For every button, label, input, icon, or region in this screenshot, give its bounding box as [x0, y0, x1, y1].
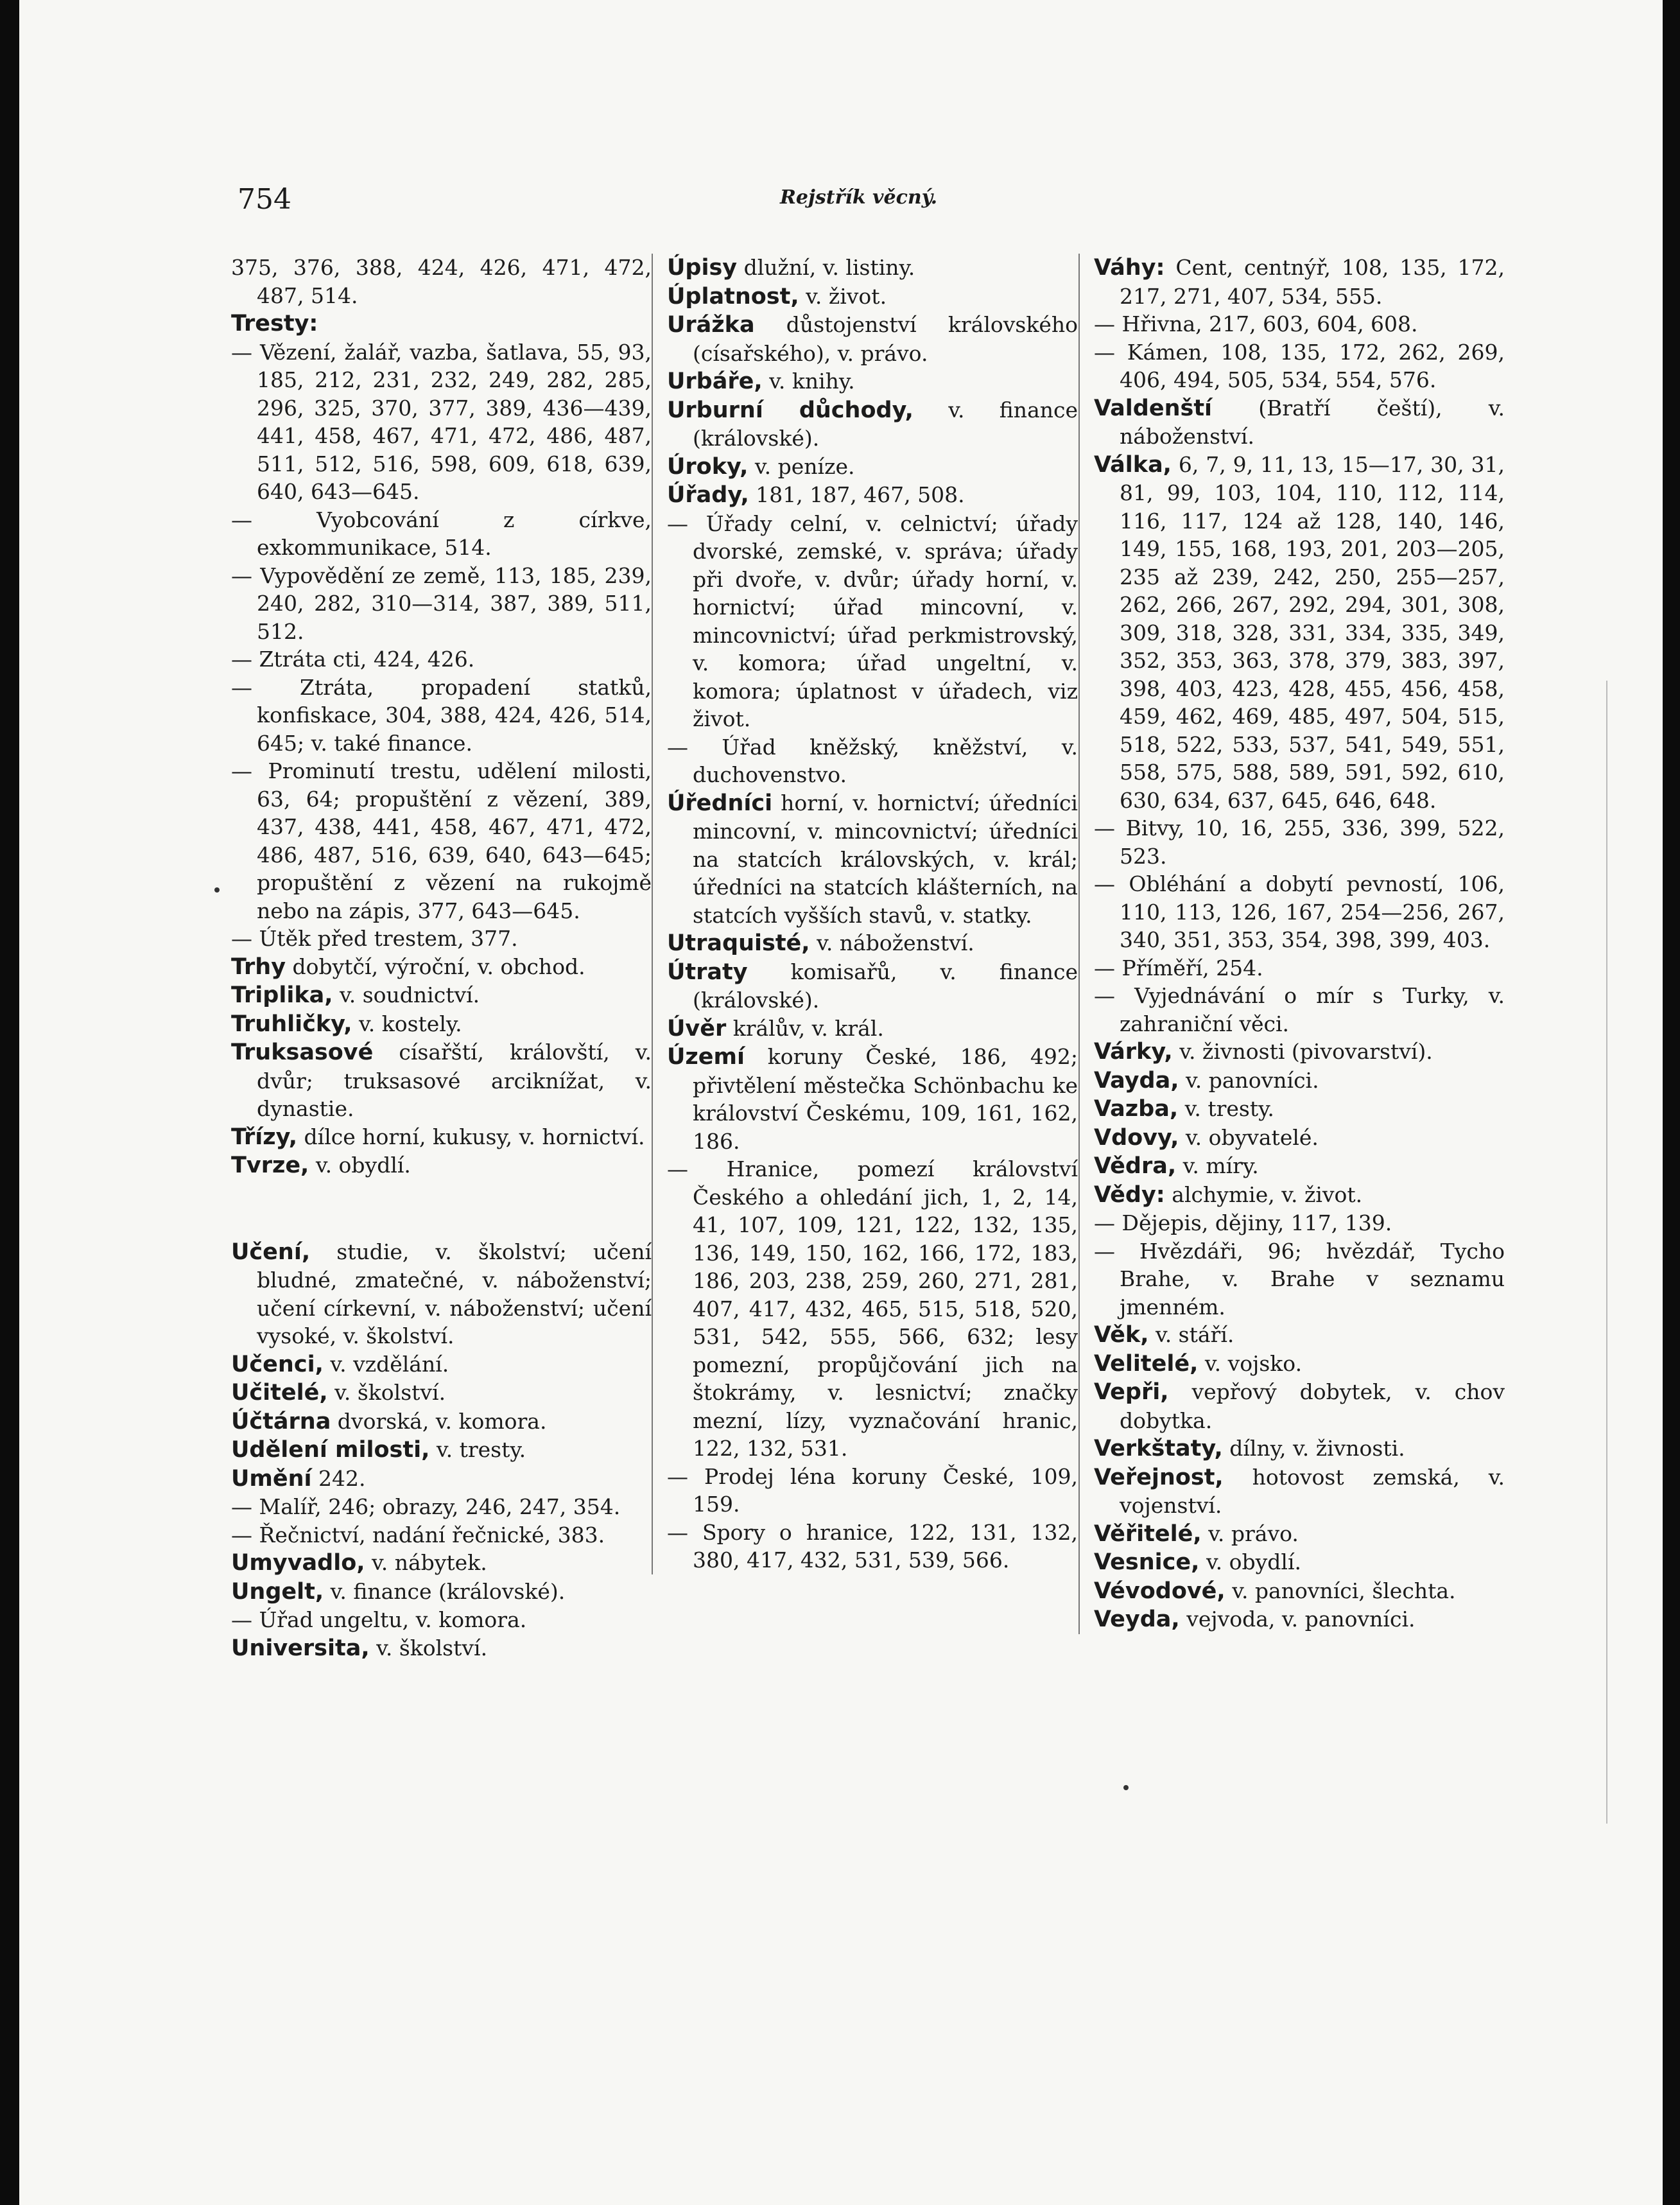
entry-text: v. školství. [369, 1635, 488, 1660]
entry-heading: Účtárna [231, 1408, 331, 1434]
index-entry [231, 1238, 652, 1350]
entry-text: — Ztráta cti, 424, 426. [231, 647, 475, 672]
entry-heading: Učenci, [231, 1351, 324, 1377]
entry-text: v. kostely. [352, 1011, 462, 1036]
index-entry [231, 1493, 652, 1521]
entry-heading: Vědy: [1094, 1181, 1165, 1208]
entry-heading: Učitelé, [231, 1380, 328, 1406]
index-entry [1094, 1209, 1505, 1237]
index-entry [231, 1379, 652, 1408]
entry-text: — Kámen, 108, 135, 172, 262, 269, 406, 494, 505, 534, 554, 576. [1094, 339, 1505, 392]
index-entry [667, 1043, 1078, 1155]
entry-text: vepřový dobytek, v. chov dobytka. [1120, 1379, 1505, 1433]
entry-heading: Umění [231, 1465, 312, 1492]
entry-text: v. tresty. [429, 1437, 526, 1462]
index-entry [231, 1578, 652, 1607]
index-entry [667, 733, 1078, 789]
index-entry [231, 1436, 652, 1465]
entry-text: v. peníze. [748, 453, 855, 479]
index-entry [667, 1519, 1078, 1574]
index-entry [231, 757, 652, 925]
index-entry [1094, 1378, 1505, 1434]
index-entry [667, 254, 1078, 283]
index-entry [667, 396, 1078, 453]
entry-text: v. život. [799, 283, 887, 309]
index-entry [667, 367, 1078, 396]
entry-heading: Věřitelé, [1094, 1521, 1202, 1547]
entry-text: v. vzdělání. [323, 1351, 449, 1377]
entry-text: — Řečnictví, nadání řečnické, 383. [231, 1522, 605, 1547]
entry-heading: Válka, [1094, 451, 1172, 478]
index-entry [1094, 1321, 1505, 1350]
entry-text: komisařů, v. finance (královské). [693, 959, 1078, 1013]
scan-speck [214, 887, 220, 893]
entry-text: — Úřad ungeltu, v. komora. [231, 1607, 527, 1632]
index-entry [667, 453, 1078, 482]
entry-heading: Umyvadlo, [231, 1550, 365, 1576]
index-entry [231, 1010, 652, 1039]
index-entry [231, 1634, 652, 1663]
entry-text: — Hvězdáři, 96; hvězdář, Tycho Brahe, v. Brahe v seznamu jmenném. [1094, 1238, 1505, 1320]
entry-heading: Území [667, 1044, 745, 1070]
entry-text: v. finance (královské). [693, 397, 1078, 451]
entry-text: 242. [311, 1465, 366, 1491]
entry-heading: Tvrze, [231, 1153, 309, 1178]
book-page [19, 0, 1663, 2205]
entry-text: — Úřad kněžský, kněžství, v. duchovenstvo. [667, 734, 1078, 787]
entry-text: — Obléhání a dobytí pevností, 106, 110, 113, 126, 167, 254—256, 267, 340, 351, 353, 354, 398, 399, 403. [1094, 871, 1505, 952]
entry-text: dílce horní, kukusy, v. hornictví. [297, 1124, 645, 1149]
entry-heading: Úvěr [667, 1015, 727, 1041]
entry-text: 6, 7, 9, 11, 13, 15—17, 30, 31, 81, 99, 103, 104, 110, 112, 114, 116, 117, 124 až 128, 140, 146, 149, 155, 168, 193, 201, 203—205, 235 až 239, 242, 250, 255—257, 262, 266, 267, 292, 294, 301, 308, 309, 318, 328, 331, 334, 335, 349, 352, 353, 363, 378, 379, 383, 397, 398, 403, 423, 428, 455, 456, 458, 459, 462, 469, 485, 497, 504, 515, 518, 522, 533, 537, 541, 549, 551, 558, 575, 588, 589, 591, 592, 610, 630, 634, 637, 645, 646, 648. [1120, 451, 1505, 813]
entry-text: — Hranice, pomezí království Českého a ohledání jich, 1, 2, 14, 41, 107, 109, 121, 122, 132, 135, 136, 149, 150, 162, 166, 172, 183, 186, 203, 238, 259, 260, 271, 281, 407, 417, 432, 465, 515, 518, 520, 531, 542, 555, 566, 632; lesy pomezní, propůjčování jich na štokrámy, v. lesnictví; značky mezní, lízy, vyznačování hranic, 122, 132, 531. [667, 1156, 1078, 1461]
entry-heading: Věk, [1094, 1322, 1149, 1348]
scan-speck [1123, 1785, 1129, 1790]
entry-text: — Úřady celní, v. celnictví; úřady dvorské, zemské, v. správa; úřady při dvoře, v. dvůr; úřady horní, v. hornictví; úřad mincovní, v. mincovnictví; úřad perkmistrovský, v. komora; úřad ungeltní, v. komora; úplatnost v úřadech, viz život. [667, 510, 1078, 731]
entry-heading: Universita, [231, 1635, 370, 1661]
index-entry [231, 674, 652, 758]
entry-text: v. obyvatelé. [1179, 1124, 1319, 1150]
index-entry [667, 789, 1078, 930]
entry-heading: Učení, [231, 1239, 311, 1265]
index-entry [1094, 1434, 1505, 1463]
index-entry [1094, 254, 1505, 310]
entry-heading: Veyda, [1094, 1607, 1180, 1632]
page-number: 754 [238, 183, 291, 216]
index-entry [667, 958, 1078, 1015]
entry-text: v. míry. [1176, 1153, 1259, 1178]
index-entry [1094, 1520, 1505, 1549]
index-entry [1094, 1577, 1505, 1606]
entry-text: v. soudnictví. [333, 982, 480, 1007]
entry-heading: Vepři, [1094, 1379, 1169, 1405]
index-entry [667, 1015, 1078, 1043]
entry-text: horní, v. hornictví; úředníci mincovní, v. mincovnictví; úředníci na statcích královských, v. král; úředníci na statcích klášterních, na statcích vyšších stavů, v. statky. [693, 790, 1078, 928]
index-column-3 [1078, 254, 1505, 1634]
index-entry [1094, 982, 1505, 1038]
scan-left-edge [0, 0, 19, 2205]
index-entry [1094, 814, 1505, 870]
index-entry [1094, 1038, 1505, 1067]
entry-text: — Vyjednávání o mír s Turky, v. zahraniční věci. [1094, 983, 1505, 1036]
entry-text: dvorská, v. komora. [331, 1408, 547, 1434]
entry-heading: Úředníci [667, 790, 773, 816]
entry-text: v. knihy. [762, 369, 855, 394]
entry-heading: Úřady, [667, 482, 749, 508]
entry-text: králův, v. král. [726, 1015, 884, 1041]
entry-text: v. stáří. [1148, 1322, 1234, 1347]
entry-text: dílny, v. živnosti. [1222, 1436, 1405, 1461]
entry-heading: Vdovy, [1094, 1124, 1179, 1151]
index-entry [231, 338, 652, 506]
entry-heading: Úplatnost, [667, 283, 799, 309]
index-entry [667, 1463, 1078, 1519]
index-entry [667, 311, 1078, 367]
index-entry [667, 510, 1078, 733]
index-entry [1094, 1181, 1505, 1210]
index-entry [1094, 310, 1505, 338]
entry-heading: Várky, [1094, 1039, 1173, 1065]
entry-text: — Dějepis, dějiny, 117, 139. [1094, 1210, 1392, 1235]
index-entry [1094, 451, 1505, 815]
index-entry [231, 981, 652, 1010]
entry-text: — Prodej léna koruny České, 109, 159. [667, 1463, 1078, 1517]
entry-text: — Bitvy, 10, 16, 255, 336, 399, 522, 523. [1094, 815, 1505, 869]
entry-heading: Urážka [667, 312, 755, 338]
entry-text: v. obydlí. [309, 1153, 411, 1178]
entry-heading: Triplika, [231, 982, 333, 1008]
entry-heading: Utraquisté, [667, 930, 810, 956]
entry-heading: Vědra, [1094, 1153, 1177, 1179]
entry-heading: Veřejnost, [1094, 1464, 1224, 1490]
entry-text: — Prominutí trestu, udělení milosti, 63, 64; propuštění z vězení, 389, 437, 438, 441, 458, 467, 471, 472, 486, 487, 516, 639, 640, 643—645; propuštění z vězení na rukojmě nebo na zápis, 377, 643—645. [231, 758, 652, 923]
entry-text: — Vyobcování z církve, exkommunikace, 514. [231, 507, 652, 560]
index-entry [231, 1521, 652, 1549]
index-entry [231, 1408, 652, 1436]
index-entry [231, 562, 652, 646]
entry-text: koruny České, 186, 492; přivtělení městečka Schönbachu ke království Českému, 109, 161, 162, 186. [693, 1044, 1078, 1154]
entry-heading: Urburní důchody, [667, 397, 914, 423]
entry-heading: Velitelé, [1094, 1350, 1199, 1377]
entry-text: — Příměří, 254. [1094, 955, 1263, 980]
entry-text: v. panovníci. [1179, 1067, 1319, 1093]
index-column-1 [231, 254, 652, 1662]
entry-text: studie, v. školství; učení bludné, zmatečné, v. náboženství; učení církevní, v. náboženství; učení vysoké, v. školství. [257, 1239, 652, 1348]
entry-heading: Ungelt, [231, 1578, 324, 1605]
entry-heading: Vayda, [1094, 1067, 1179, 1094]
entry-text: — Vypovědění ze země, 113, 185, 239, 240, 282, 310—314, 387, 389, 511, 512. [231, 562, 652, 644]
entry-heading: Třízy, [231, 1124, 298, 1150]
index-entry [1094, 1350, 1505, 1379]
entry-text: císařští, královští, v. dvůr; truksasové arciknížat, v. dynastie. [257, 1040, 652, 1121]
index-entry [1094, 954, 1505, 982]
index-entry [231, 1151, 652, 1180]
index-entry [231, 1465, 652, 1494]
entry-heading: Tresty: [231, 311, 318, 336]
index-entry [667, 929, 1078, 958]
index-entry [667, 481, 1078, 510]
index-entry [231, 254, 652, 309]
entry-heading: Útraty [667, 959, 748, 985]
index-entry [1094, 1548, 1505, 1577]
index-entry [231, 1350, 652, 1379]
entry-text: v. živnosti (pivovarství). [1172, 1039, 1433, 1064]
entry-text: — Spory o hranice, 122, 131, 132, 380, 417, 432, 531, 539, 566. [667, 1519, 1078, 1573]
index-entry [1094, 394, 1505, 451]
entry-heading: Udělení milosti, [231, 1437, 430, 1463]
index-entry [1094, 1124, 1505, 1153]
entry-heading: Vazba, [1094, 1096, 1179, 1122]
index-entry [667, 1155, 1078, 1463]
entry-text: 375, 376, 388, 424, 426, 471, 472, 487, 514. [231, 255, 652, 308]
scan-margin-line [1606, 681, 1607, 1824]
entry-heading: Valdenští [1094, 395, 1213, 421]
entry-text: hotovost zemská, v. vojenství. [1120, 1464, 1505, 1518]
entry-heading: Úroky, [667, 453, 749, 480]
scan-right-edge [1663, 0, 1680, 2205]
entry-text: — Hřivna, 217, 603, 604, 608. [1094, 311, 1418, 336]
index-entry [231, 925, 652, 953]
index-entry [1094, 1605, 1505, 1634]
entry-text: v. vojsko. [1198, 1350, 1303, 1376]
index-entry [1094, 338, 1505, 394]
running-head: Rejstřík věcný. [780, 186, 938, 209]
entry-text: — Útěk před trestem, 377. [231, 926, 518, 951]
entry-heading: Vesnice, [1094, 1549, 1200, 1575]
index-entry [231, 309, 652, 338]
index-entry [231, 645, 652, 674]
index-entry [1094, 1095, 1505, 1124]
index-entry [231, 1549, 652, 1578]
index-entry [1094, 1152, 1505, 1181]
entry-text: alchymie, v. život. [1165, 1181, 1363, 1207]
entry-text: v. obydlí. [1199, 1549, 1302, 1574]
index-entry [1094, 870, 1505, 954]
entry-text: vejvoda, v. panovníci. [1179, 1607, 1416, 1632]
entry-text: 181, 187, 467, 508. [749, 482, 965, 507]
entry-text: dobytčí, výroční, v. obchod. [286, 954, 585, 979]
entry-text: (Bratří čeští), v. náboženství. [1120, 395, 1505, 449]
index-entry [231, 953, 652, 982]
entry-heading: Úpisy [667, 255, 738, 281]
index-column-2 [652, 254, 1078, 1574]
entry-text: — Ztráta, propadení statků, konfiskace, 304, 388, 424, 426, 514, 645; v. také finance. [231, 674, 652, 756]
entry-text: v. finance (královské). [324, 1578, 566, 1604]
entry-heading: Truksasové [231, 1040, 374, 1065]
index-entry [667, 283, 1078, 311]
index-entry [1094, 1237, 1505, 1321]
entry-text: v. tresty. [1178, 1096, 1274, 1121]
entry-heading: Vévodové, [1094, 1578, 1225, 1604]
entry-text: v. nábytek. [365, 1550, 487, 1575]
entry-text: v. panovníci, šlechta. [1225, 1578, 1456, 1603]
entry-text: v. právo. [1201, 1521, 1299, 1546]
entry-heading: Váhy: [1094, 255, 1165, 281]
section-gap [231, 1180, 652, 1238]
index-entry [1094, 1067, 1505, 1095]
entry-text: v. školství. [327, 1380, 446, 1405]
index-entry [231, 1038, 652, 1123]
entry-heading: Trhy [231, 954, 286, 980]
entry-heading: Truhličky, [231, 1011, 352, 1037]
index-entry [1094, 1463, 1505, 1520]
entry-text: — Malíř, 246; obrazy, 246, 247, 354. [231, 1494, 621, 1519]
entry-text: v. náboženství. [810, 930, 974, 955]
entry-heading: Urbáře, [667, 369, 763, 394]
index-entry [231, 1123, 652, 1152]
entry-text: Cent, centnýř, 108, 135, 172, 217, 271, 407, 534, 555. [1120, 255, 1505, 309]
entry-heading: Verkštaty, [1094, 1436, 1223, 1461]
entry-text: důstojenství královského (císařského), v. právo. [693, 312, 1078, 366]
index-entry [231, 1606, 652, 1634]
entry-text: dlužní, v. listiny. [737, 255, 915, 280]
index-entry [231, 506, 652, 562]
entry-text: — Vězení, žalář, vazba, šatlava, 55, 93, 185, 212, 231, 232, 249, 282, 285, 296, 325, 370, 377, 389, 436—439, 441, 458, 467, 471, 472, 486, 487, 511, 512, 516, 598, 609, 618, 639, 640, 643—645. [231, 339, 652, 504]
